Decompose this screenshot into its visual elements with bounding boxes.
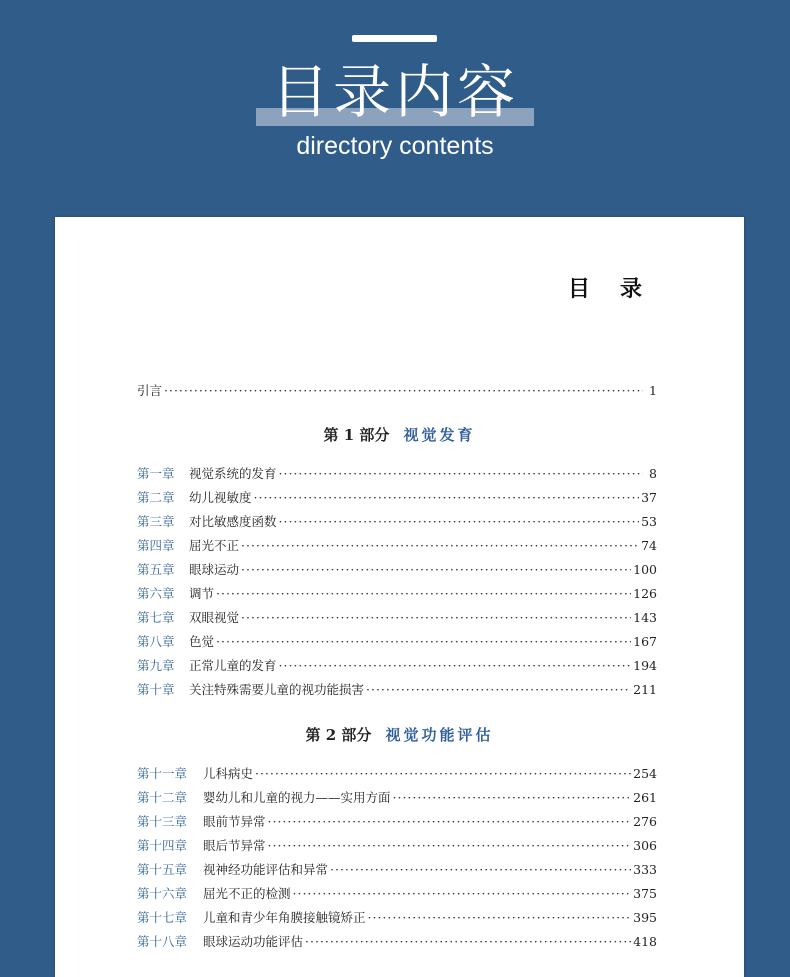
leader-dots [279,658,632,673]
part-label: 第 2 部分 [305,726,372,744]
chapter-title: 婴幼儿和儿童的视力——实用方面 [203,790,391,805]
leader-dots [366,682,631,697]
leader-dots [293,886,632,901]
chapter-title: 调节 [189,586,215,601]
toc-entry[interactable] [137,884,657,904]
chapter-title: 屈光不正 [189,538,240,553]
chapter-title: 眼球运动 [189,562,240,577]
chapter-page: 375 [633,886,657,901]
chapter-number: 第十三章 [137,814,188,829]
entry-page: 1 [649,383,657,398]
toc-page [55,217,744,977]
leader-dots [255,766,631,781]
leader-dots [216,634,631,649]
header-banner [0,0,790,215]
chapter-title: 眼后节异常 [203,838,266,853]
chapter-title: 正常儿童的发育 [189,658,277,673]
toc-entry[interactable] [137,632,657,652]
chapter-title: 视觉系统的发育 [189,466,277,481]
chapter-number: 第八章 [137,634,175,649]
chapter-number: 第三章 [137,514,175,529]
chapter-number: 第十七章 [137,910,188,925]
chapter-page: 74 [641,538,657,553]
chapter-title: 关注特殊需要儿童的视功能损害 [189,682,365,697]
toc-entry[interactable] [137,764,657,784]
part-heading [55,724,744,745]
chapter-title: 儿童和青少年角膜接触镜矫正 [203,910,366,925]
chapter-page: 8 [649,466,657,481]
leader-dots [216,586,631,601]
chapter-page: 418 [633,934,657,949]
chapter-number: 第九章 [137,658,175,673]
chapter-title: 双眼视觉 [189,610,240,625]
toc-entry[interactable] [137,584,657,604]
leader-dots [241,610,631,625]
chapter-page: 306 [633,838,657,853]
chapter-number: 第四章 [137,538,175,553]
chapter-number: 第二章 [137,490,175,505]
part-title: 视觉功能评估 [385,726,494,744]
toc-entry[interactable] [137,488,657,508]
chapter-page: 254 [633,766,657,781]
toc-entry-intro[interactable] [137,381,657,401]
chapter-page: 194 [633,658,657,673]
leader-dots [241,562,631,577]
leader-dots [330,862,631,877]
leader-dots [268,814,632,829]
chapter-page: 143 [633,610,657,625]
banner-title: 目录内容 [270,58,519,126]
chapter-page: 126 [633,586,657,601]
chapter-number: 第十五章 [137,862,188,877]
toc-entry[interactable] [137,608,657,628]
leader-dots [305,934,631,949]
chapter-number: 第十一章 [137,766,188,781]
chapter-page: 261 [633,790,657,805]
toc-entry[interactable] [137,512,657,532]
toc-entry[interactable] [137,908,657,928]
chapter-number: 第十六章 [137,886,188,901]
chapter-number: 第六章 [137,586,175,601]
leader-dots [241,538,639,553]
chapter-title: 色觉 [189,634,215,649]
toc-entry[interactable] [137,932,657,952]
chapter-number: 第十二章 [137,790,188,805]
chapter-title: 屈光不正的检测 [203,886,291,901]
leader-dots [254,490,640,505]
chapter-number: 第十四章 [137,838,188,853]
toc-entry[interactable] [137,560,657,580]
chapter-number: 第十八章 [137,934,188,949]
toc-entry[interactable] [137,680,657,700]
chapter-number: 第五章 [137,562,175,577]
chapter-page: 395 [633,910,657,925]
leader-dots [393,790,632,805]
chapter-page: 37 [641,490,657,505]
chapter-title: 幼儿视敏度 [189,490,252,505]
chapter-title: 眼前节异常 [203,814,266,829]
toc-entry[interactable] [137,656,657,676]
chapter-number: 第七章 [137,610,175,625]
toc-entry[interactable] [137,464,657,484]
leader-dots [368,910,632,925]
decorative-bar [352,35,437,42]
leader-dots [164,383,643,398]
toc-entry[interactable] [137,836,657,856]
chapter-page: 211 [633,682,657,697]
leader-dots [268,838,632,853]
part-title: 视觉发育 [403,426,476,444]
toc-entry[interactable] [137,536,657,556]
chapter-page: 276 [633,814,657,829]
chapter-page: 53 [641,514,657,529]
part-heading [55,424,744,445]
toc-entry[interactable] [137,860,657,880]
chapter-title: 对比敏感度函数 [189,514,277,529]
chapter-title: 视神经功能评估和异常 [203,862,329,877]
toc-entry[interactable] [137,788,657,808]
chapter-number: 第十章 [137,682,175,697]
chapter-page: 167 [633,634,657,649]
chapter-page: 100 [633,562,657,577]
part-label: 第 1 部分 [323,426,390,444]
entry-title: 引言 [137,383,163,398]
chapter-title: 儿科病史 [203,766,254,781]
page-heading: 目录 [568,277,673,302]
toc-entry[interactable] [137,812,657,832]
chapter-page: 333 [633,862,657,877]
chapter-title: 眼球运动功能评估 [203,934,304,949]
banner-subtitle: directory contents [296,132,494,160]
leader-dots [279,466,643,481]
chapter-number: 第一章 [137,466,175,481]
leader-dots [279,514,640,529]
